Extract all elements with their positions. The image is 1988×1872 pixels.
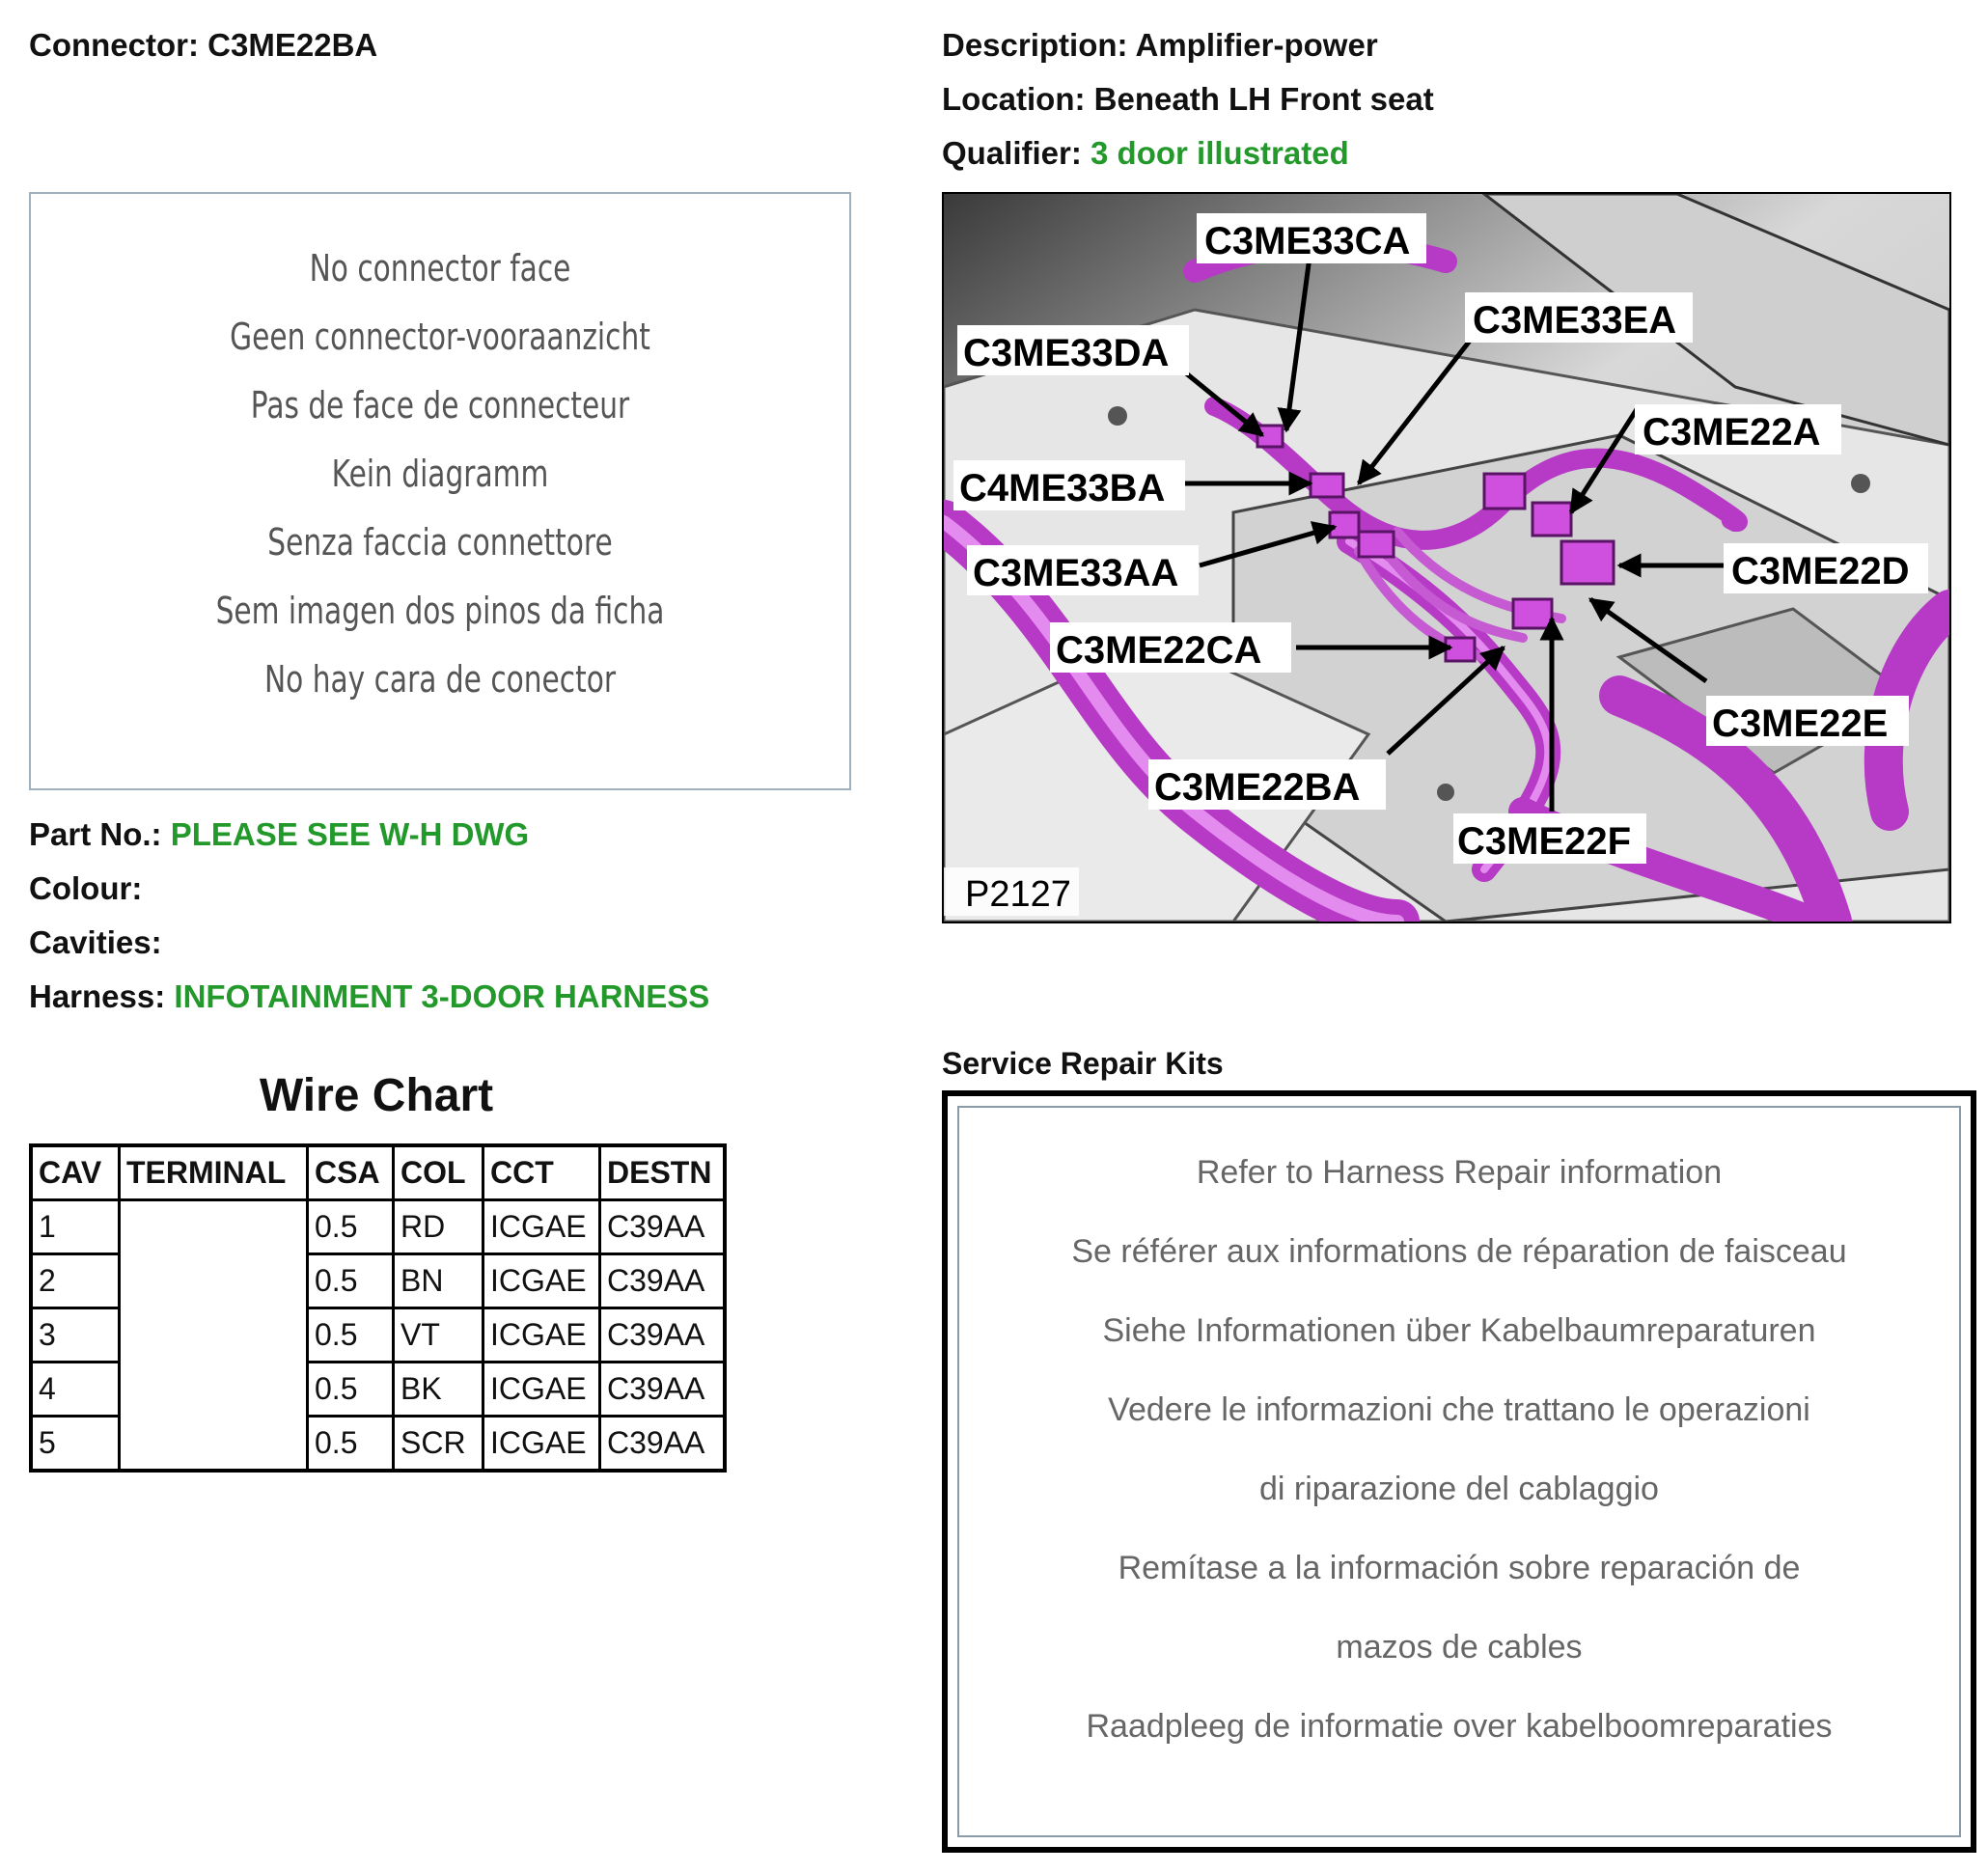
repair-kit-line: di riparazione del cablaggio [1259, 1471, 1659, 1507]
description-field [942, 27, 1378, 64]
repair-kit-line: Siehe Informationen über Kabelbaumreparaturen [1102, 1312, 1816, 1349]
header-cct: CCT [483, 1145, 600, 1200]
repair-kit-line: Refer to Harness Repair information [1196, 1154, 1723, 1191]
wire-chart-header-row [31, 1145, 725, 1200]
header-csa: CSA [308, 1145, 394, 1200]
no-face-line: No connector face [309, 247, 571, 289]
cell-csa: 0.5 [308, 1200, 394, 1254]
cell-col: RD [394, 1200, 483, 1254]
no-face-line: Senza faccia connettore [267, 521, 613, 564]
cell-cav: 5 [31, 1417, 120, 1472]
label-c3me22ca: C3ME22CA [1056, 629, 1262, 672]
cell-cct: ICGAE [483, 1308, 600, 1363]
header-terminal: TERMINAL [120, 1145, 308, 1200]
cell-terminal [120, 1200, 308, 1472]
wire-chart-table [29, 1143, 727, 1473]
cell-cav: 4 [31, 1363, 120, 1417]
no-connector-face-box [29, 192, 851, 790]
table-row [31, 1200, 725, 1254]
qualifier-value: 3 door illustrated [1091, 135, 1349, 171]
cell-destn: C39AA [600, 1200, 726, 1254]
repair-kit-line: Se référer aux informations de réparation de faisceau [1071, 1233, 1847, 1270]
header-cav: CAV [31, 1145, 120, 1200]
no-face-line: Kein diagramm [331, 453, 549, 495]
location-value: Beneath LH Front seat [1093, 81, 1434, 117]
cell-cav: 3 [31, 1308, 120, 1363]
cell-destn: C39AA [600, 1254, 726, 1308]
label-c3me22a: C3ME22A [1643, 411, 1821, 454]
label-c3me22d: C3ME22D [1731, 550, 1910, 592]
figure-id: P2127 [965, 874, 1071, 915]
qualifier-label: Qualifier: [942, 135, 1082, 171]
repair-kit-line: mazos de cables [1336, 1629, 1583, 1666]
connector-field [29, 27, 377, 64]
cell-cct: ICGAE [483, 1417, 600, 1472]
label-c3me22f: C3ME22F [1457, 820, 1632, 863]
part-no-field [29, 816, 529, 853]
cell-destn: C39AA [600, 1417, 726, 1472]
harness-value: INFOTAINMENT 3-DOOR HARNESS [174, 978, 710, 1014]
cell-csa: 0.5 [308, 1363, 394, 1417]
cavities-label: Cavities: [29, 924, 162, 960]
location-field [942, 81, 1434, 118]
cell-cct: ICGAE [483, 1200, 600, 1254]
label-c4me33ba: C4ME33BA [959, 467, 1166, 509]
no-face-line: Geen connector-vooraanzicht [230, 316, 650, 358]
part-no-label: Part No.: [29, 816, 162, 852]
label-c3me33da: C3ME33DA [963, 332, 1170, 374]
repair-kits-box [942, 1090, 1976, 1853]
label-c3me33aa: C3ME33AA [973, 552, 1179, 594]
repair-kits-title: Service Repair Kits [942, 1046, 1224, 1081]
connector-value: C3ME22BA [207, 27, 378, 63]
cell-csa: 0.5 [308, 1417, 394, 1472]
qualifier-field [942, 135, 1349, 172]
no-face-line: No hay cara de conector [263, 658, 617, 701]
cell-cct: ICGAE [483, 1363, 600, 1417]
colour-label: Colour: [29, 870, 143, 906]
cell-cct: ICGAE [483, 1254, 600, 1308]
cell-csa: 0.5 [308, 1308, 394, 1363]
label-c3me22ba: C3ME22BA [1154, 766, 1361, 809]
wire-chart-title: Wire Chart [259, 1070, 494, 1121]
description-value: Amplifier-power [1135, 27, 1378, 63]
location-label: Location: [942, 81, 1086, 117]
description-label: Description: [942, 27, 1128, 63]
cell-col: VT [394, 1308, 483, 1363]
location-photo [942, 192, 1951, 923]
label-c3me33ea: C3ME33EA [1473, 299, 1677, 342]
label-c3me33ca: C3ME33CA [1204, 220, 1411, 262]
cell-csa: 0.5 [308, 1254, 394, 1308]
repair-kit-line: Vedere le informazioni che trattano le operazioni [1108, 1391, 1810, 1428]
header-col: COL [394, 1145, 483, 1200]
connector-label: Connector: [29, 27, 199, 63]
no-face-line: Pas de face de connecteur [250, 384, 630, 427]
repair-kit-line: Remítase a la información sobre reparación de [1118, 1550, 1801, 1586]
label-c3me22e: C3ME22E [1712, 702, 1889, 745]
header-destn: DESTN [600, 1145, 726, 1200]
cell-destn: C39AA [600, 1363, 726, 1417]
cell-destn: C39AA [600, 1308, 726, 1363]
cell-cav: 1 [31, 1200, 120, 1254]
harness-field [29, 978, 709, 1015]
harness-label: Harness: [29, 978, 166, 1014]
repair-kit-line: Raadpleeg de informatie over kabelboomreparaties [1086, 1708, 1833, 1745]
no-face-line: Sem imagen dos pinos da ficha [215, 590, 665, 632]
part-no-value: PLEASE SEE W-H DWG [170, 816, 530, 852]
location-illustration [944, 194, 1949, 922]
colour-field [29, 870, 142, 907]
cell-col: SCR [394, 1417, 483, 1472]
cell-cav: 2 [31, 1254, 120, 1308]
cell-col: BN [394, 1254, 483, 1308]
cavities-field [29, 924, 162, 961]
repair-kits-inner [957, 1106, 1961, 1837]
cell-col: BK [394, 1363, 483, 1417]
